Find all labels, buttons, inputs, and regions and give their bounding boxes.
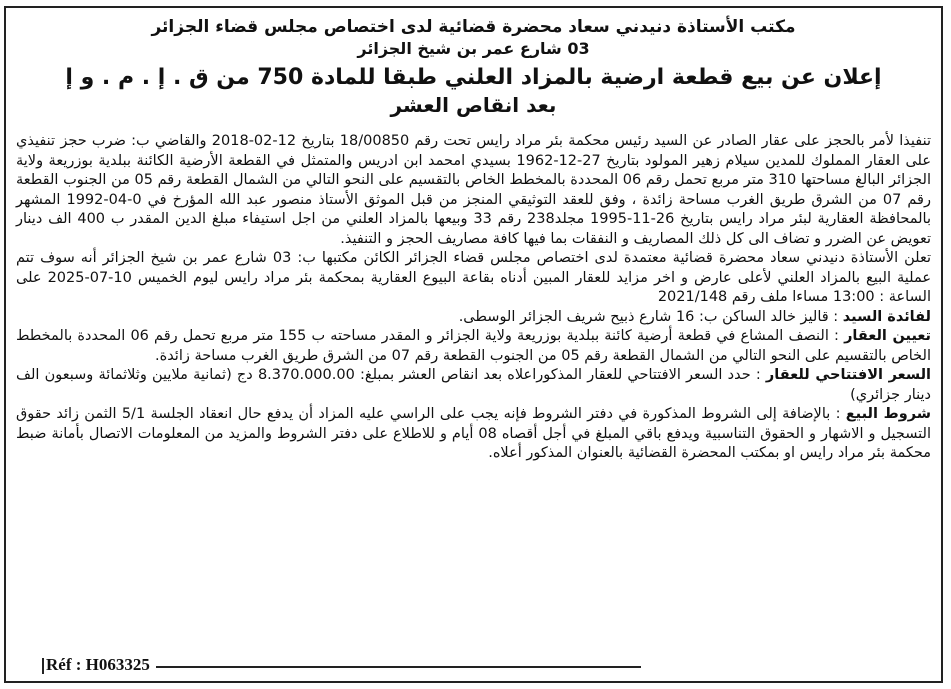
paragraph-property: [16, 327, 931, 366]
reference-rule: [156, 666, 641, 668]
paragraph-price: [16, 366, 931, 405]
announcement-subtitle: بعد انقاص العشر: [390, 93, 557, 117]
paragraph-seizure-order: تنفيذا لأمر بالحجز على عقار الصادر عن السيد رئيس محكمة بئر مراد رايس تحت رقم 18/00850 بتاريخ 12-02-2018 والقاضي ب: ضرب حجز تنفيذي على العقار المملوك للمدين سيلام زهير المولود بتاريخ 27-12-1962 بسيدي امحمد ابن ادريس والمتمثل في القطعة الأرضية الكائنة ببلدية بوزريعة ولاية الجزائر البالغ مساحتها 310 متر مربع تحمل رقم 06 المحددة بالمخطط الخاص بالتقسيم على النحو التالي من الشمال القطعة رقم 05 من الجنوب القطعة رقم 07 من الشرق طريق الغرب مساحة زائدة ، وفق للعقد التوثيقي المنجز من قبل الموثق الأستاذ منصور عبد الله المؤرخ في 0-04-1992 المشهر بالمحافظة العقارية لبئر مراد رايس بتاريخ 26-11-1995 مجلد238 رقم 33 وبيعها بالمزاد العلني من اجل استيفاء مبلغ الدين المقدر ب 400 الف دينار تعويض عن الضرر و تضاف الى كل ذلك المصاريف و النفقات بما فيها كافة مصاريف الحجز و التنفيذ.: [16, 133, 931, 247]
reference-marker: [42, 658, 44, 674]
terms-text: : بالإضافة إلى الشروط المذكورة في دفتر الشروط فإنه يجب على الراسي عليه المزاد أن يدفع حال انعقاد الجلسة 5/1 الثمن زائد حقوق التسجيل و الاشهار و الحقوق التناسبية ويدفع باقي المبلغ في أجل أقصاه 08 أيام و للاطلاع على دفتر الشروط والمزيد من المعلومات الاتصال بأمانة ضبط محكمة بئر مراد رايس او بمكتب المحضرة القضائية بالعنوان المذكور أعلاه.: [16, 406, 931, 461]
beneficiary-label: لفائدة السيد: [842, 308, 931, 325]
beneficiary-text: : قاليز خالد الساكن ب: 16 شارع ذبيح شريف الجزائر الوسطى.: [458, 308, 839, 325]
paragraph-terms: [16, 405, 931, 464]
announcement-header: [6, 16, 941, 118]
reference-row: [6, 655, 941, 677]
announcement-body: [6, 132, 941, 464]
announcement-title: إعلان عن بيع قطعة ارضية بالمزاد العلني طبقا للمادة 750 من ق . إ . م . و إ: [65, 65, 882, 90]
reference-number: Réf : H063325: [46, 655, 150, 674]
announcement-frame: [4, 6, 943, 683]
paragraph-beneficiary: [16, 308, 931, 328]
paragraph-sale-notice: تعلن الأستاذة دنيدني سعاد محضرة قضائية معتمدة لدى اختصاص مجلس قضاء الجزائر الكائن مكتبها ب: 03 شارع عمر بن شيخ الجزائر أنه سوف تتم عملية البيع بالمزاد العلني لأعلى عارض و اخر مزايد للعقار المبين أدناه بقاعة البيوع العقارية بمحكمة بئر مراد رايس ليوم الخميس 10-07-2025 على الساعة : 13:00 مساءا ملف رقم 2021/148: [16, 250, 931, 305]
office-address: 03 شارع عمر بن شيخ الجزائر: [357, 39, 590, 58]
office-name: مكتب الأستاذة دنيدني سعاد محضرة قضائية لدى اختصاص مجلس قضاء الجزائر: [151, 17, 796, 37]
property-text: : النصف المشاع في قطعة أرضية كائنة ببلدية بوزريعة ولاية الجزائر و المقدر مساحته ب 155 متر مربع تحمل رقم 06 المحددة بالمخطط الخاص بالتقسيم على النحو التالي من الشمال القطعة رقم 05 من الجنوب القطعة رقم 07 من الشرق طريق الغرب مساحة زائدة.: [16, 328, 931, 364]
terms-label: شروط البيع: [845, 406, 932, 422]
price-label: السعر الافتتاحي للعقار: [765, 367, 931, 383]
price-text: : حدد السعر الافتتاحي للعقار المذكوراعلاه بعد انقاص العشر بمبلغ: 8.370.000.00 دج (ثمانية ملايين وثلاثمائة وسبعون الف دينار جزائري): [16, 367, 931, 403]
property-label: تعيين العقار: [844, 328, 931, 344]
